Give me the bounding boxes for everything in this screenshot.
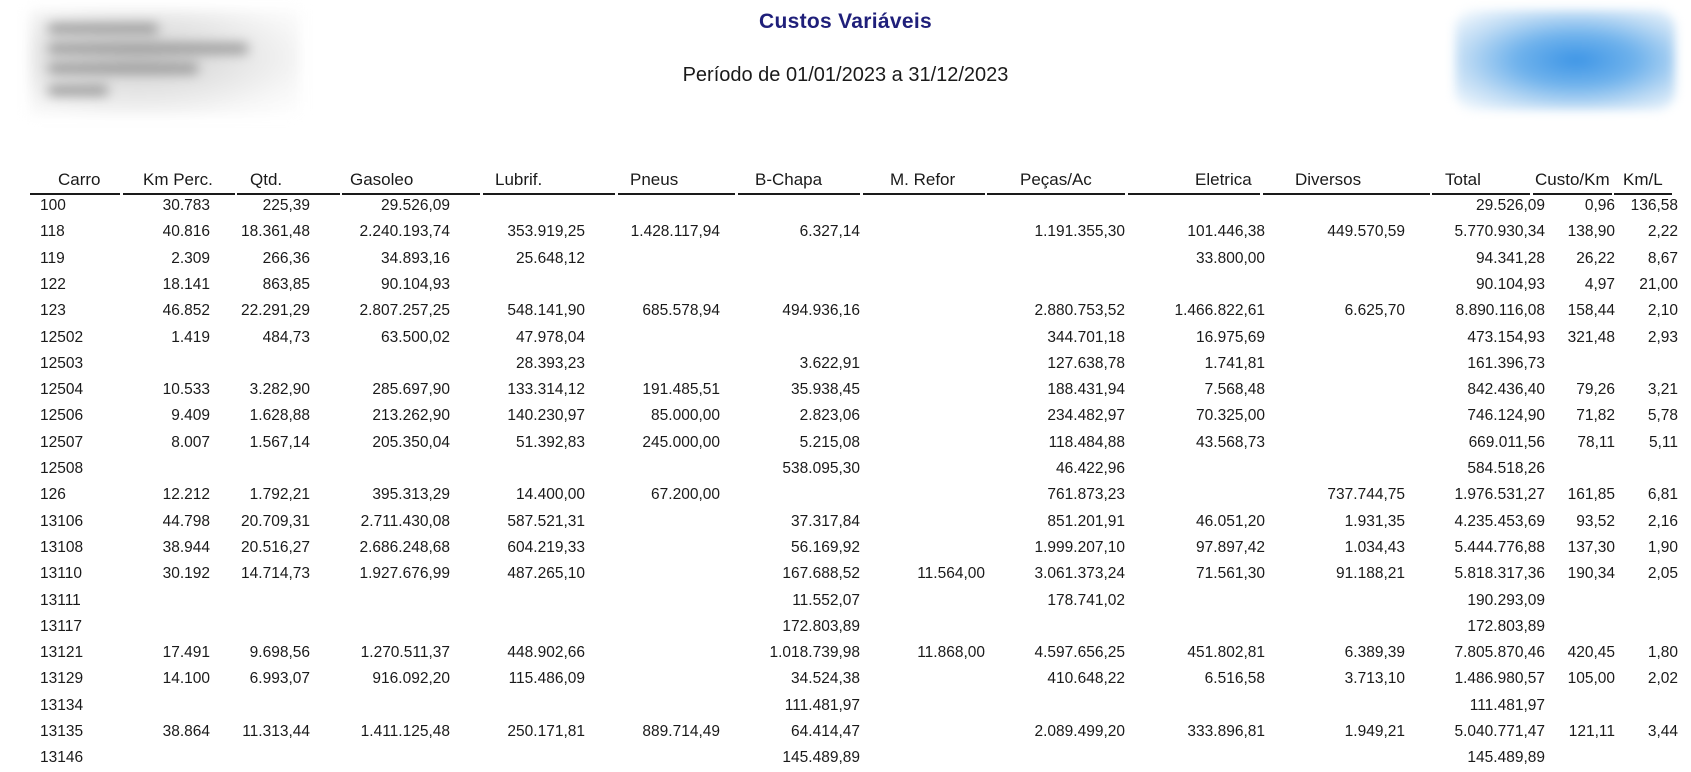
cell-km-perc: 38.944 — [162, 538, 210, 556]
cell-pneus: 67.200,00 — [651, 486, 720, 504]
cell-km-l: 2,22 — [1647, 223, 1678, 241]
cell-pecas-ac: 127.638,78 — [1047, 354, 1125, 372]
cell-qtd: 3.282,90 — [249, 381, 310, 399]
table-row — [0, 459, 1691, 483]
cell-total: 5.770.930,34 — [1454, 223, 1545, 241]
cell-custo-km: 420,45 — [1567, 644, 1615, 662]
table-row — [0, 696, 1691, 720]
cell-eletrica: 33.800,00 — [1196, 249, 1265, 267]
cell-pneus: 685.578,94 — [642, 302, 720, 320]
cell-total: 842.436,40 — [1467, 381, 1545, 399]
cell-b-chapa: 56.169,92 — [791, 538, 860, 556]
column-header-eletrica: Eletrica — [1195, 170, 1252, 189]
cell-qtd: 863,85 — [262, 275, 310, 293]
cell-b-chapa: 64.414,47 — [791, 723, 860, 740]
cell-b-chapa: 3.622,91 — [799, 354, 860, 372]
cell-eletrica: 6.516,58 — [1204, 670, 1265, 688]
table-row — [0, 380, 1691, 404]
cell-qtd: 6.993,07 — [249, 670, 310, 688]
cell-gasoleo: 34.893,16 — [381, 249, 450, 267]
table-row — [0, 538, 1691, 562]
cell-carro: 13135 — [40, 723, 84, 740]
cell-total: 5.040.771,47 — [1454, 723, 1545, 740]
table-row — [0, 354, 1691, 378]
cell-total: 473.154,93 — [1467, 328, 1545, 346]
cell-km-perc: 38.864 — [162, 723, 210, 740]
cell-eletrica: 71.561,30 — [1196, 565, 1265, 583]
header-underline — [1128, 193, 1260, 195]
cell-custo-km: 26,22 — [1576, 249, 1615, 267]
cell-qtd: 20.516,27 — [241, 538, 310, 556]
table-row — [0, 196, 1691, 220]
column-header-m-refor: M. Refor — [890, 170, 956, 189]
cell-b-chapa: 494.936,16 — [782, 302, 860, 320]
cell-total: 584.518,26 — [1467, 460, 1545, 477]
table-row — [0, 485, 1691, 509]
cell-eletrica: 97.897,42 — [1196, 538, 1265, 556]
cell-custo-km: 137,30 — [1567, 538, 1615, 556]
cell-pecas-ac: 344.701,18 — [1047, 328, 1125, 346]
cell-km-l: 5,78 — [1647, 407, 1678, 425]
cell-b-chapa: 1.018.739,98 — [769, 644, 860, 662]
cell-pecas-ac: 2.880.753,52 — [1034, 302, 1125, 320]
cell-qtd: 484,73 — [262, 328, 310, 346]
cell-custo-km: 158,44 — [1567, 302, 1615, 320]
cell-km-l: 2,10 — [1647, 302, 1678, 320]
cell-total: 161.396,73 — [1467, 354, 1545, 372]
column-header-km-perc: Km Perc. — [143, 170, 213, 189]
cell-carro: 118 — [40, 223, 65, 241]
cell-carro: 13110 — [40, 565, 82, 583]
column-header-lubrif: Lubrif. — [495, 170, 543, 189]
cell-carro: 12506 — [40, 407, 84, 425]
column-header-carro: Carro — [58, 170, 101, 189]
cell-diversos: 1.034,43 — [1344, 538, 1405, 556]
cell-km-perc: 46.852 — [162, 302, 210, 320]
cell-pneus: 245.000,00 — [642, 433, 720, 451]
cell-pecas-ac: 761.873,23 — [1047, 486, 1125, 504]
cell-carro: 123 — [40, 302, 66, 320]
column-header-custo-km: Custo/Km — [1535, 170, 1610, 189]
cell-lubrif: 548.141,90 — [507, 302, 585, 320]
cell-carro: 12507 — [40, 433, 84, 451]
cell-m-refor: 11.868,00 — [917, 644, 985, 662]
cell-eletrica: 1.741,81 — [1204, 354, 1265, 372]
cell-gasoleo: 1.927.676,99 — [359, 565, 450, 583]
cell-total: 7.805.870,46 — [1454, 644, 1545, 662]
cell-gasoleo: 90.104,93 — [381, 275, 450, 293]
cell-lubrif: 14.400,00 — [516, 486, 585, 504]
cell-km-perc: 44.798 — [162, 512, 210, 530]
cell-carro: 13129 — [40, 670, 84, 688]
cell-km-l: 1,90 — [1647, 538, 1678, 556]
cell-gasoleo: 2.711.430,08 — [360, 512, 450, 530]
cell-qtd: 1.567,14 — [249, 433, 310, 451]
cell-lubrif: 353.919,25 — [507, 223, 585, 241]
cell-diversos: 1.931,35 — [1344, 512, 1405, 530]
cell-gasoleo: 2.240.193,74 — [359, 223, 450, 241]
table-row — [0, 301, 1691, 325]
cell-gasoleo: 213.262,90 — [372, 407, 450, 425]
cell-km-l: 2,02 — [1647, 670, 1678, 688]
cell-total: 5.818.317,36 — [1454, 565, 1545, 583]
header-underline — [863, 193, 985, 195]
table-row — [0, 669, 1691, 693]
cell-diversos: 737.744,75 — [1327, 486, 1405, 504]
cell-eletrica: 101.446,38 — [1187, 223, 1265, 241]
cell-custo-km: 0,96 — [1584, 197, 1615, 214]
cell-b-chapa: 5.215,08 — [799, 433, 860, 451]
table-row — [0, 222, 1691, 246]
cell-eletrica: 46.051,20 — [1196, 512, 1265, 530]
cell-pecas-ac: 410.648,22 — [1047, 670, 1125, 688]
cell-carro: 13121 — [40, 644, 84, 662]
cell-eletrica: 70.325,00 — [1196, 407, 1265, 425]
cell-pecas-ac: 188.431,94 — [1047, 381, 1125, 399]
cell-total: 90.104,93 — [1476, 275, 1545, 293]
cell-km-perc: 9.409 — [171, 407, 210, 425]
cell-pecas-ac: 851.201,91 — [1047, 512, 1125, 530]
cell-gasoleo: 63.500,02 — [381, 328, 450, 346]
cell-km-perc: 30.783 — [162, 197, 210, 214]
table-row — [0, 406, 1691, 430]
cell-pecas-ac: 4.597.656,25 — [1034, 644, 1125, 662]
cell-km-perc: 18.141 — [162, 275, 210, 293]
cell-total: 172.803,89 — [1467, 617, 1545, 635]
cell-pecas-ac: 2.089.499,20 — [1034, 723, 1125, 740]
cell-qtd: 22.291,29 — [241, 302, 310, 320]
header-underline — [1263, 193, 1430, 195]
cell-qtd: 11.313,44 — [242, 723, 310, 740]
cell-pecas-ac: 1.191.355,30 — [1034, 223, 1125, 241]
cell-pecas-ac: 178.741,02 — [1047, 591, 1125, 609]
cell-b-chapa: 145.489,89 — [782, 749, 860, 767]
cell-pecas-ac: 3.061.373,24 — [1034, 565, 1125, 583]
cell-qtd: 14.714,73 — [241, 565, 310, 583]
cell-b-chapa: 111.481,97 — [784, 696, 860, 714]
table-row — [0, 748, 1691, 772]
cell-total: 29.526,09 — [1476, 197, 1545, 214]
cell-qtd: 266,36 — [262, 249, 310, 267]
cell-custo-km: 190,34 — [1567, 565, 1615, 583]
column-header-total: Total — [1445, 170, 1481, 189]
cell-eletrica: 16.975,69 — [1196, 328, 1265, 346]
cell-b-chapa: 6.327,14 — [799, 223, 860, 241]
table-row — [0, 433, 1691, 457]
cell-diversos: 1.949,21 — [1344, 723, 1405, 740]
column-header-b-chapa: B-Chapa — [755, 170, 823, 189]
cell-pecas-ac: 46.422,96 — [1056, 460, 1125, 477]
header-underline — [987, 193, 1125, 195]
cell-carro: 13108 — [40, 538, 84, 556]
cell-km-l: 21,00 — [1639, 275, 1678, 293]
cell-lubrif: 115.486,09 — [508, 670, 585, 688]
table-row — [0, 617, 1691, 641]
cell-carro: 12503 — [40, 354, 84, 372]
cell-custo-km: 161,85 — [1567, 486, 1615, 504]
cell-custo-km: 121,11 — [1568, 723, 1615, 740]
cell-km-l: 2,16 — [1647, 512, 1678, 530]
header-underline — [483, 193, 615, 195]
cell-pneus: 85.000,00 — [651, 407, 720, 425]
table-row — [0, 591, 1691, 615]
cell-pecas-ac: 118.484,88 — [1048, 433, 1125, 451]
cell-eletrica: 1.466.822,61 — [1174, 302, 1265, 320]
cell-carro: 13106 — [40, 512, 84, 530]
cell-b-chapa: 538.095,30 — [782, 460, 860, 477]
cell-pneus: 1.428.117,94 — [630, 223, 720, 241]
table-row — [0, 328, 1691, 352]
header-underline — [618, 193, 735, 195]
cell-lubrif: 51.392,83 — [516, 433, 585, 451]
header-underline — [1432, 193, 1530, 195]
cell-gasoleo: 1.270.511,37 — [360, 644, 450, 662]
cell-custo-km: 105,00 — [1567, 670, 1615, 688]
cell-lubrif: 25.648,12 — [516, 249, 585, 267]
column-header-gasoleo: Gasoleo — [350, 170, 414, 189]
cell-custo-km: 138,90 — [1567, 223, 1615, 241]
cell-km-perc: 8.007 — [171, 433, 210, 451]
cell-lubrif: 250.171,81 — [507, 723, 585, 740]
cell-km-perc: 14.100 — [162, 670, 210, 688]
cell-km-perc: 2.309 — [171, 249, 210, 267]
cell-b-chapa: 172.803,89 — [782, 617, 860, 635]
cell-lubrif: 47.978,04 — [516, 328, 585, 346]
cell-total: 1.976.531,27 — [1454, 486, 1545, 504]
cell-total: 190.293,09 — [1467, 591, 1545, 609]
cell-b-chapa: 37.317,84 — [791, 512, 860, 530]
cell-km-l: 136,58 — [1630, 197, 1678, 214]
cell-gasoleo: 2.807.257,25 — [359, 302, 450, 320]
header-underline — [738, 193, 860, 195]
cell-total: 145.489,89 — [1467, 749, 1545, 767]
cell-carro: 12504 — [40, 381, 84, 399]
cell-custo-km: 79,26 — [1576, 381, 1615, 399]
cell-total: 1.486.980,57 — [1454, 670, 1545, 688]
cell-km-l: 2,93 — [1647, 328, 1678, 346]
cell-km-l: 8,67 — [1647, 249, 1678, 267]
cell-custo-km: 321,48 — [1567, 328, 1615, 346]
cell-carro: 13117 — [40, 617, 82, 635]
cell-km-perc: 12.212 — [162, 486, 210, 504]
cell-custo-km: 78,11 — [1577, 433, 1615, 451]
cell-qtd: 18.361,48 — [241, 223, 310, 241]
table-row — [0, 249, 1691, 273]
cell-km-perc: 10.533 — [162, 381, 210, 399]
cell-km-l: 2,05 — [1647, 565, 1678, 583]
cell-eletrica: 333.896,81 — [1187, 723, 1265, 740]
cell-b-chapa: 35.938,45 — [791, 381, 860, 399]
cell-b-chapa: 167.688,52 — [782, 565, 860, 583]
cell-km-l: 3,21 — [1647, 381, 1678, 399]
cell-lubrif: 487.265,10 — [507, 565, 585, 583]
cell-carro: 126 — [40, 486, 66, 504]
report-period: Período de 01/01/2023 a 31/12/2023 — [682, 64, 1009, 86]
cell-gasoleo: 395.313,29 — [372, 486, 450, 504]
cell-diversos: 3.713,10 — [1344, 670, 1405, 688]
cell-km-l: 1,80 — [1647, 644, 1678, 662]
cell-m-refor: 11.564,00 — [917, 565, 985, 583]
cell-lubrif: 133.314,12 — [507, 381, 585, 399]
header-underline — [342, 193, 480, 195]
cell-lubrif: 28.393,23 — [516, 354, 585, 372]
cell-lubrif: 140.230,97 — [507, 407, 585, 425]
cell-km-l: 3,44 — [1647, 723, 1678, 740]
column-header-pecas-ac: Peças/Ac — [1020, 170, 1092, 189]
table-row — [0, 512, 1691, 536]
column-header-diversos: Diversos — [1295, 170, 1362, 189]
column-header-pneus: Pneus — [630, 170, 679, 189]
cell-km-l: 5,11 — [1648, 433, 1678, 451]
cell-custo-km: 71,82 — [1576, 407, 1615, 425]
column-header-km-l: Km/L — [1623, 170, 1663, 189]
cell-qtd: 20.709,31 — [241, 512, 310, 530]
cell-eletrica: 43.568,73 — [1196, 433, 1265, 451]
report-title: Custos Variáveis — [759, 10, 932, 33]
cell-km-perc: 40.816 — [162, 223, 210, 241]
cell-diversos: 91.188,21 — [1336, 565, 1405, 583]
cell-pecas-ac: 234.482,97 — [1047, 407, 1125, 425]
cell-gasoleo: 29.526,09 — [381, 197, 450, 214]
cell-qtd: 1.628,88 — [249, 407, 310, 425]
cell-lubrif: 587.521,31 — [507, 512, 585, 530]
cell-gasoleo: 205.350,04 — [372, 433, 450, 451]
cell-gasoleo: 1.411.125,48 — [360, 723, 450, 740]
cell-total: 111.481,97 — [1469, 696, 1545, 714]
cell-km-l: 6,81 — [1647, 486, 1678, 504]
cell-eletrica: 451.802,81 — [1187, 644, 1265, 662]
cell-total: 4.235.453,69 — [1454, 512, 1545, 530]
cell-total: 669.011,56 — [1468, 433, 1545, 451]
cell-qtd: 1.792,21 — [249, 486, 310, 504]
cell-lubrif: 604.219,33 — [507, 538, 585, 556]
cell-carro: 13146 — [40, 749, 84, 767]
column-header-qtd: Qtd. — [250, 170, 283, 189]
cell-gasoleo: 916.092,20 — [372, 670, 450, 688]
header-underline — [1533, 193, 1612, 195]
table-row — [0, 275, 1691, 299]
cell-gasoleo: 2.686.248,68 — [359, 538, 450, 556]
cell-pneus: 889.714,49 — [642, 723, 720, 740]
cell-carro: 12502 — [40, 328, 84, 346]
cell-pecas-ac: 1.999.207,10 — [1034, 538, 1125, 556]
cell-carro: 13111 — [40, 591, 81, 609]
cell-diversos: 6.625,70 — [1344, 302, 1405, 320]
cell-total: 94.341,28 — [1476, 249, 1545, 267]
cell-pneus: 191.485,51 — [642, 381, 720, 399]
cell-qtd: 9.698,56 — [249, 644, 310, 662]
cell-lubrif: 448.902,66 — [507, 644, 585, 662]
table-row — [0, 643, 1691, 667]
cell-custo-km: 93,52 — [1576, 512, 1615, 530]
cell-diversos: 6.389,39 — [1344, 644, 1405, 662]
cell-total: 746.124,90 — [1467, 407, 1545, 425]
cell-b-chapa: 34.524,38 — [791, 670, 860, 688]
cell-total: 5.444.776,88 — [1454, 538, 1545, 556]
cell-km-perc: 1.419 — [171, 328, 210, 346]
cell-eletrica: 7.568,48 — [1204, 381, 1265, 399]
header-underline — [1614, 193, 1672, 195]
cell-qtd: 225,39 — [262, 197, 310, 214]
cell-b-chapa: 2.823,06 — [799, 407, 860, 425]
cell-carro: 13134 — [40, 696, 84, 714]
cell-custo-km: 4,97 — [1584, 275, 1615, 293]
cell-carro: 119 — [40, 249, 65, 267]
header-underline — [30, 193, 120, 195]
cell-carro: 122 — [40, 275, 66, 293]
cell-total: 8.890.116,08 — [1455, 302, 1545, 320]
header-underline — [237, 193, 340, 195]
cell-diversos: 449.570,59 — [1327, 223, 1405, 241]
cell-carro: 12508 — [40, 460, 84, 477]
cell-b-chapa: 11.552,07 — [792, 591, 860, 609]
cell-carro: 100 — [40, 197, 66, 214]
cell-km-perc: 17.491 — [162, 644, 210, 662]
cell-gasoleo: 285.697,90 — [372, 381, 450, 399]
table-row — [0, 722, 1691, 746]
table-row — [0, 564, 1691, 588]
header-underline — [123, 193, 235, 195]
cell-km-perc: 30.192 — [162, 565, 210, 583]
